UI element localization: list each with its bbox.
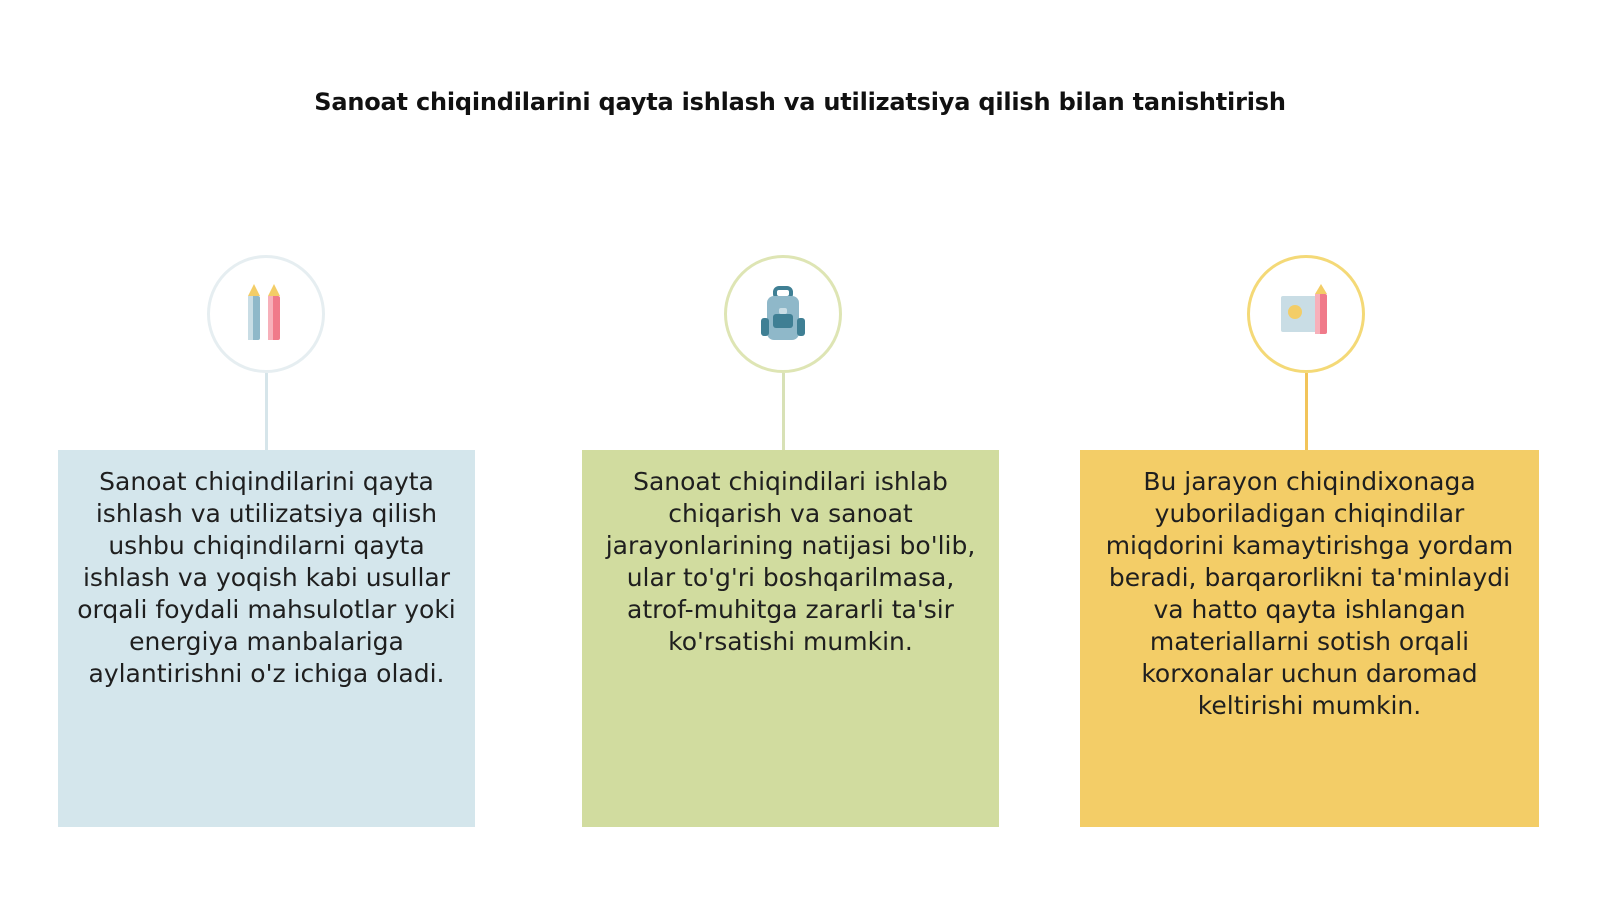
pencils-icon [238, 282, 294, 346]
page-title: Sanoat chiqindilarini qayta ishlash va utilizatsiya qilish bilan tanishtirish [314, 88, 1286, 116]
icon-circle [207, 255, 325, 373]
drawing-pad-icon [1275, 284, 1337, 344]
connector-line [265, 373, 268, 450]
info-card: Sanoat chiqindilari ishlab chiqarish va sanoat jarayonlarining natijasi bo'lib, ular to'g'ri boshqarilmasa, atrof-muhitga zararli ta'sir ko'rsatishi mumkin. [582, 450, 999, 827]
info-card: Sanoat chiqindilarini qayta ishlash va utilizatsiya qilish ushbu chiqindilarni qayta ishlash va yoqish kabi usullar orqali foydali mahsulotlar yoki energiya manbalariga aylantirishni o'z ichiga oladi. [58, 450, 475, 827]
icon-circle [724, 255, 842, 373]
backpack-icon [753, 284, 813, 344]
connector-line [782, 373, 785, 450]
connector-line [1305, 373, 1308, 450]
info-card: Bu jarayon chiqindixonaga yuboriladigan chiqindilar miqdorini kamaytirishga yordam beradi, barqarorlikni ta'minlaydi va hatto qayta ishlangan materiallarni sotish orqali korxonalar uchun daromad keltirishi mumkin. [1080, 450, 1539, 827]
icon-circle [1247, 255, 1365, 373]
